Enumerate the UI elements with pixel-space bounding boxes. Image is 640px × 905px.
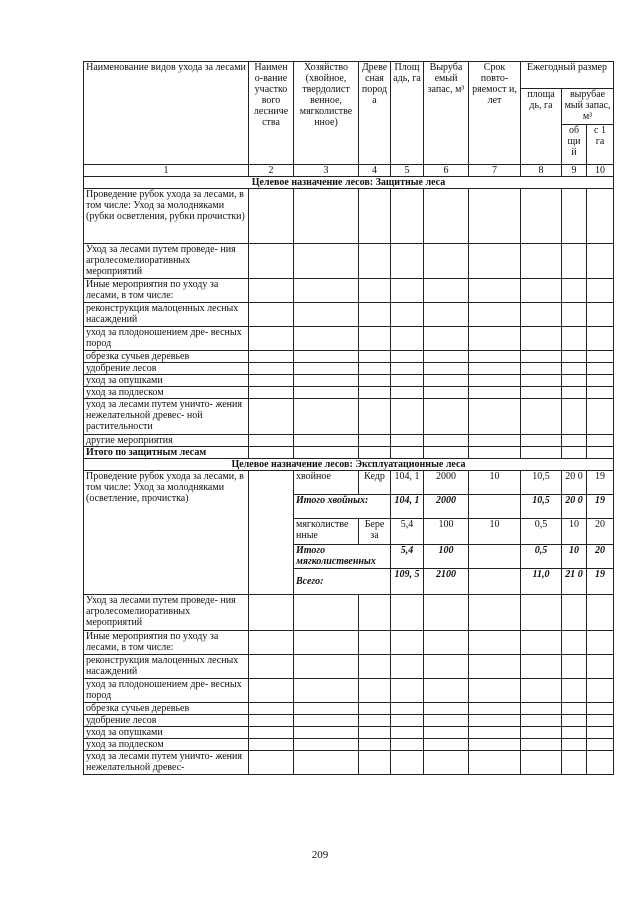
table-row-label: уход за лесами путем уничто- жения нежелательной древес- xyxy=(84,751,249,775)
area-cell: 5,4 xyxy=(391,545,424,569)
section-title: Целевое назначение лесов: Эксплуатационные леса xyxy=(84,459,614,471)
species-cell: Кедр xyxy=(359,471,391,495)
period-cell: 10 xyxy=(469,519,521,545)
header-annual-area: площа дь, га xyxy=(521,89,562,165)
volume-per-ha-cell: 20 xyxy=(587,545,614,569)
annual-volume-cell: 20 0 xyxy=(562,471,587,495)
protective-forests-section xyxy=(84,177,614,459)
area-cell: 104, 1 xyxy=(391,471,424,495)
table-row-label: уход за подлеском xyxy=(84,739,249,751)
annual-volume-cell: 21 0 xyxy=(562,569,587,595)
annual-volume-cell: 10 xyxy=(562,545,587,569)
table-row-label: реконструкция малоценных лесных насаждений xyxy=(84,303,249,327)
volume-per-ha-cell: 19 xyxy=(587,569,614,595)
table-row-label: обрезка сучьев деревьев xyxy=(84,351,249,363)
area-cell: 109, 5 xyxy=(391,569,424,595)
col-number: 1 xyxy=(84,165,249,177)
table-row-label: Уход за лесами путем проведе- ния агролесомелиоративных мероприятий xyxy=(84,595,249,631)
header-district: Наимен о-вание участко вого лесниче ства xyxy=(249,62,294,165)
volume-cell: 100 xyxy=(424,519,469,545)
table-header xyxy=(84,62,614,177)
col-number: 5 xyxy=(391,165,424,177)
area-cell: 5,4 xyxy=(391,519,424,545)
period-cell: 10 xyxy=(469,471,521,495)
col-number: 9 xyxy=(562,165,587,177)
table-row-label: уход за опушками xyxy=(84,375,249,387)
volume-cell: 100 xyxy=(424,545,469,569)
table-row-label: Уход за лесами путем проведе- ния агролесомелиоративных мероприятий xyxy=(84,244,249,279)
header-period: Срок повто- ряемост и, лет xyxy=(469,62,521,165)
page-number: 209 xyxy=(311,849,329,861)
volume-per-ha-cell: 19 xyxy=(587,471,614,495)
col-number: 10 xyxy=(587,165,614,177)
header-economy: Хозяйство (хвойное, твердолист венное, мягколистве нное) xyxy=(294,62,359,165)
table-row-label: уход за опушками xyxy=(84,727,249,739)
volume-cell: 2000 xyxy=(424,471,469,495)
table-row-label: уход за плодоношением дре- весных пород xyxy=(84,679,249,703)
annual-volume-cell: 10 xyxy=(562,519,587,545)
table-row-label: реконструкция малоценных лесных насаждений xyxy=(84,655,249,679)
annual-area-cell: 10,5 xyxy=(521,471,562,495)
section-title: Целевое назначение лесов: Защитные леса xyxy=(84,177,614,189)
volume-per-ha-cell: 20 xyxy=(587,519,614,545)
annual-area-cell: 0,5 xyxy=(521,545,562,569)
table-row-label: уход за лесами путем уничто- жения нежелательной древес- ной растительности xyxy=(84,399,249,435)
table-row-label: Иные мероприятия по уходу за лесами, в том числе: xyxy=(84,279,249,303)
table-row-label: удобрение лесов xyxy=(84,715,249,727)
table-row-label: другие мероприятия xyxy=(84,435,249,447)
header-area: Площ адь, га xyxy=(391,62,424,165)
production-forests-section xyxy=(84,459,614,775)
species-cell: Бере за xyxy=(359,519,391,545)
header-volume-total: об щи й xyxy=(562,125,587,165)
table-row-label: Проведение рубок ухода за лесами, в том числе: Уход за молодняками (рубки осветления, рубки прочистки) xyxy=(84,189,249,244)
col-number: 8 xyxy=(521,165,562,177)
col-number: 2 xyxy=(249,165,294,177)
header-annual-size: Ежегодный размер xyxy=(521,62,614,89)
volume-per-ha-cell: 19 xyxy=(587,495,614,519)
table-row-label: Проведение рубок ухода за лесами, в том числе: Уход за молодняками (осветление, прочистка) xyxy=(84,471,249,595)
col-number: 7 xyxy=(469,165,521,177)
table-row-label: уход за плодоношением дре- весных пород xyxy=(84,327,249,351)
header-volume-per-ha: с 1 га xyxy=(587,125,614,165)
header-volume: Выруба емый запас, м³ xyxy=(424,62,469,165)
subtotal-label: Итого хвойных: xyxy=(294,495,391,519)
col-number: 3 xyxy=(294,165,359,177)
table-row-label: обрезка сучьев деревьев xyxy=(84,703,249,715)
forest-care-table xyxy=(83,61,614,775)
annual-area-cell: 11,0 xyxy=(521,569,562,595)
subtotal-label: Итого мягколиственных xyxy=(294,545,391,569)
column-numbers-row xyxy=(84,165,614,177)
col-number: 6 xyxy=(424,165,469,177)
protective-total-label: Итого по защитным лесам xyxy=(84,447,249,459)
col-number: 4 xyxy=(359,165,391,177)
area-cell: 104, 1 xyxy=(391,495,424,519)
economy-cell: мягколистве нные xyxy=(294,519,359,545)
volume-cell: 2000 xyxy=(424,495,469,519)
economy-cell: хвойное xyxy=(294,471,359,495)
annual-volume-cell: 20 0 xyxy=(562,495,587,519)
annual-area-cell: 0,5 xyxy=(521,519,562,545)
header-annual-volume: вырубае мый запас, м³ xyxy=(562,89,614,125)
grand-total-label: Всего: xyxy=(294,569,391,595)
table-row-label: уход за подлеском xyxy=(84,387,249,399)
header-work-type: Наименование видов ухода за лесами xyxy=(84,62,249,165)
header-species: Древе сная пород а xyxy=(359,62,391,165)
table-row-label: удобрение лесов xyxy=(84,363,249,375)
annual-area-cell: 10,5 xyxy=(521,495,562,519)
table-row-label: Иные мероприятия по уходу за лесами, в том числе: xyxy=(84,631,249,655)
volume-cell: 2100 xyxy=(424,569,469,595)
